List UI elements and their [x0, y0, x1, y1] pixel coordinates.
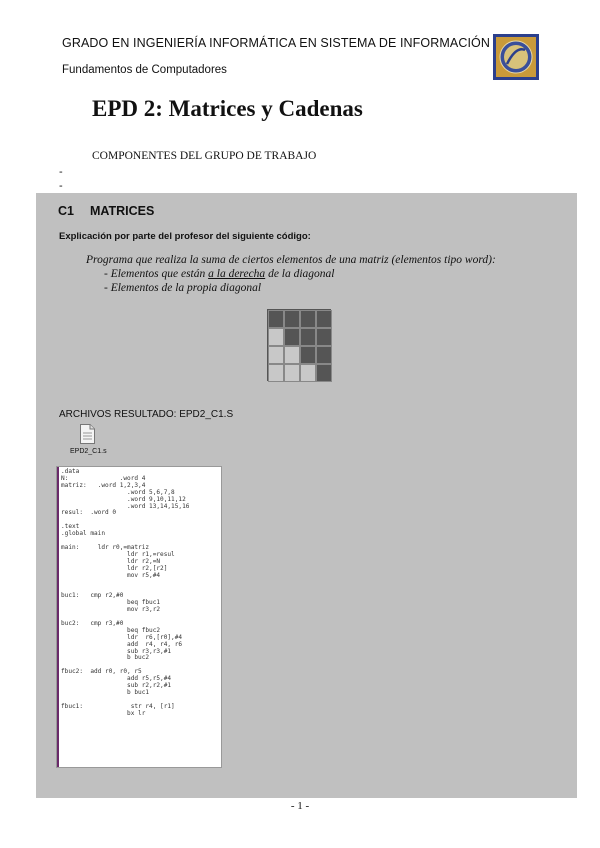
matrix-cell — [300, 346, 316, 364]
code-margin-bar — [57, 467, 59, 767]
section-number: C1 — [58, 204, 74, 218]
matrix-cell — [284, 328, 300, 346]
section-heading — [58, 204, 154, 218]
result-files-label: ARCHIVOS RESULTADO: EPD2_C1.S — [59, 409, 234, 420]
matrix-cell — [316, 328, 332, 346]
matrix-cell — [284, 310, 300, 328]
bullet-text: - Elementos que están — [104, 268, 209, 280]
bullet-text: de la diagonal — [265, 268, 335, 280]
code-text: .data N: .word 4 matriz: .word 1,2,3,4 .word 5,6,7,8 .word 9,10,11,12 .word 13,14,15,16 resul: .word 0 .text .global main main: ldr r0,=matriz ldr r1,=resul ldr r2,=N ldr r2,[r2] mov r5,#4 buc1: cmp r2,#0 beq fbuc1 mov r3,r2 buc2: cmp r3,#0 beq fbuc2 ldr r6,[r0],#4 add r4, r4, r6 sub r3,r3,#1 b buc2 fbuc2: add r0, r0, r5 add r5,r5,#4 sub r2,r2,#1 b buc1 fbuc1: str r4, [r1] bx lr — [61, 468, 190, 717]
section-title: MATRICES — [89, 204, 155, 218]
matrix-cell — [300, 328, 316, 346]
code-listing — [56, 466, 222, 768]
degree-header: GRADO EN INGENIERÍA INFORMÁTICA EN SISTEMA DE INFORMACIÓN — [62, 36, 490, 50]
member-line: - — [59, 180, 63, 192]
matrix-diagram — [267, 309, 331, 381]
explanation-text: Explicación por parte del profesor del siguiente código: — [59, 231, 311, 242]
underlined-phrase: a la derecha — [208, 268, 266, 280]
page-number: - 1 - — [290, 800, 310, 812]
bullet-right-of-diagonal — [104, 268, 335, 280]
matrix-cell — [316, 346, 332, 364]
members-heading: COMPONENTES DEL GRUPO DE TRABAJO — [92, 150, 317, 162]
course-header: Fundamentos de Computadores — [62, 64, 227, 76]
matrix-cell — [268, 310, 284, 328]
matrix-cell — [300, 310, 316, 328]
page-title: EPD 2: Matrices y Cadenas — [92, 96, 363, 121]
document-icon[interactable] — [80, 424, 95, 444]
member-line: - — [59, 166, 63, 178]
matrix-cell — [316, 364, 332, 382]
matrix-cell — [268, 364, 284, 382]
matrix-cell — [268, 328, 284, 346]
bullet-diagonal: - Elementos de la propia diagonal — [104, 282, 262, 294]
program-description: Programa que realiza la suma de ciertos elementos de una matriz (elementos tipo word): — [86, 254, 496, 266]
university-seal-icon — [493, 34, 539, 80]
file-name[interactable]: EPD2_C1.s — [70, 448, 107, 455]
matrix-cell — [284, 346, 300, 364]
matrix-cell — [300, 364, 316, 382]
matrix-cell — [268, 346, 284, 364]
matrix-cell — [284, 364, 300, 382]
matrix-cell — [316, 310, 332, 328]
